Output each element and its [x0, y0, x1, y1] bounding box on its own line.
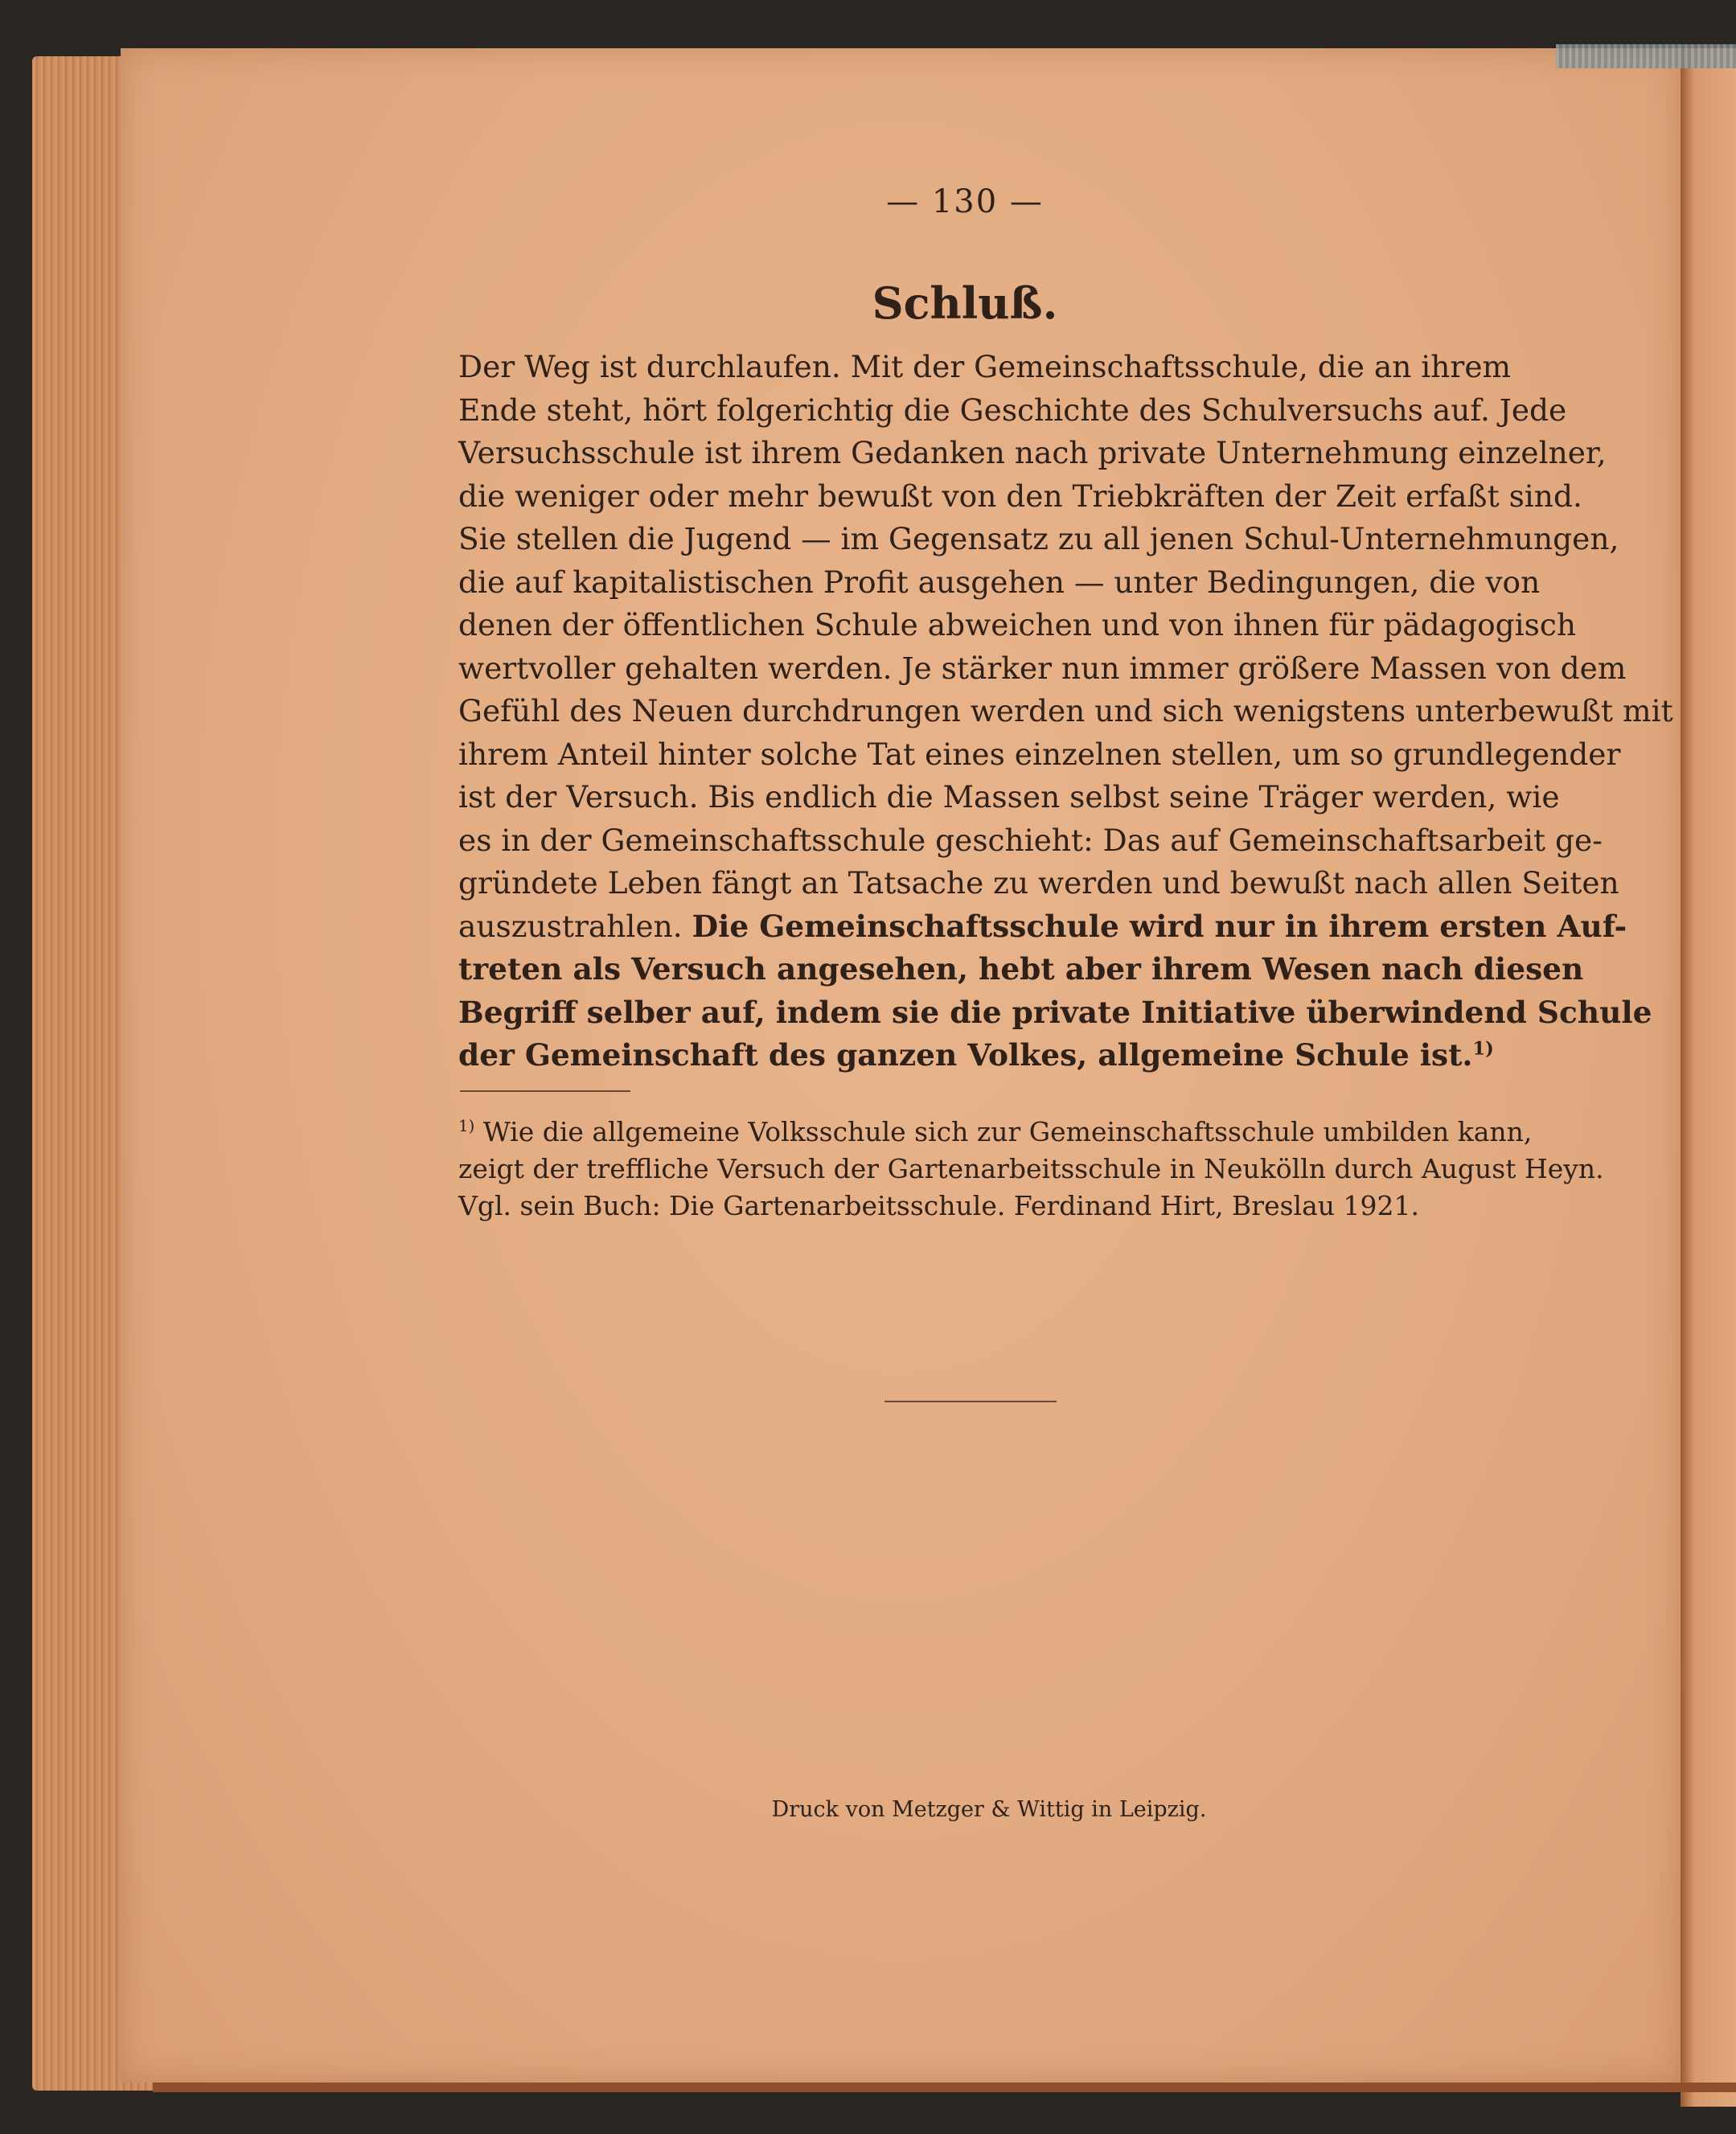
- end-divider: [884, 1401, 1057, 1402]
- body-line: Sie stellen die Jugend — im Gegensatz zu all jenen Schul-Unternehmungen,: [458, 521, 1619, 556]
- footnote-reference: 1): [1472, 1038, 1494, 1060]
- binding-tape: [1556, 44, 1736, 68]
- body-line: wertvoller gehalten werden. Je stärker nun immer größere Massen von dem: [458, 650, 1627, 686]
- footnote-line-text: Wie die allgemeine Volksschule sich zur Gemeinschaftsschule umbilden kann,: [482, 1116, 1533, 1147]
- body-line-emphasis: Begriff selber auf, indem sie die private Initiative überwindend Schule: [458, 994, 1652, 1030]
- body-line-mixed: [458, 905, 1627, 949]
- body-line: ihrem Anteil hinter solche Tat eines einzelnen stellen, um so grundlegender: [458, 736, 1621, 772]
- body-line: Gefühl des Neuen durchdrungen werden und sich wenigstens unterbewußt mit: [458, 693, 1673, 728]
- body-line-regular-part: auszustrahlen.: [458, 908, 683, 944]
- body-line: die auf kapitalistischen Profit ausgehen — unter Bedingungen, die von: [458, 564, 1541, 600]
- body-line: ist der Versuch. Bis endlich die Massen selbst seine Träger werden, wie: [458, 779, 1560, 815]
- footnote-marker: 1): [458, 1117, 475, 1135]
- book-cover-edge: [153, 2083, 1736, 2092]
- body-line-emphasis: Die Gemeinschaftsschule wird nur in ihrem ersten Auf-: [692, 908, 1627, 944]
- body-line: denen der öffentlichen Schule abweichen und von ihnen für pädagogisch: [458, 607, 1577, 642]
- facing-page-edge: [1681, 48, 1736, 2107]
- footnote: [458, 1114, 1604, 1225]
- footnote-divider: [460, 1090, 630, 1092]
- body-line-emphasis: treten als Versuch angesehen, hebt aber ihrem Wesen nach diesen: [458, 951, 1584, 987]
- body-line: die weniger oder mehr bewußt von den Triebkräften der Zeit erfaßt sind.: [458, 478, 1582, 514]
- footnote-line: Vgl. sein Buch: Die Gartenarbeitsschule. Ferdinand Hirt, Breslau 1921.: [458, 1190, 1419, 1221]
- page-number: — 130 —: [886, 183, 1044, 220]
- body-last-line-text: der Gemeinschaft des ganzen Volkes, allgemeine Schule ist.: [458, 1037, 1473, 1073]
- body-line: es in der Gemeinschaftsschule geschieht: Das auf Gemeinschaftsarbeit ge-: [458, 822, 1603, 858]
- body-line-emphasis-last: [458, 1034, 1496, 1077]
- body-line: Der Weg ist durchlaufen. Mit der Gemeinschaftsschule, die an ihrem: [458, 349, 1512, 384]
- footnote-line: [458, 1114, 1533, 1151]
- section-heading: Schluß.: [872, 277, 1058, 329]
- body-line: Ende steht, hört folgerichtig die Geschichte des Schulversuchs auf. Jede: [458, 392, 1567, 428]
- body-line: Versuchsschule ist ihrem Gedanken nach private Unternehmung einzelner,: [458, 435, 1607, 470]
- footnote-line: zeigt der treffliche Versuch der Gartenarbeitsschule in Neukölln durch August Heyn.: [458, 1153, 1604, 1184]
- body-paragraph: [458, 346, 1673, 1077]
- printer-imprint: Druck von Metzger & Wittig in Leipzig.: [771, 1797, 1207, 1822]
- body-line: gründete Leben fängt an Tatsache zu werden und bewußt nach allen Seiten: [458, 865, 1619, 901]
